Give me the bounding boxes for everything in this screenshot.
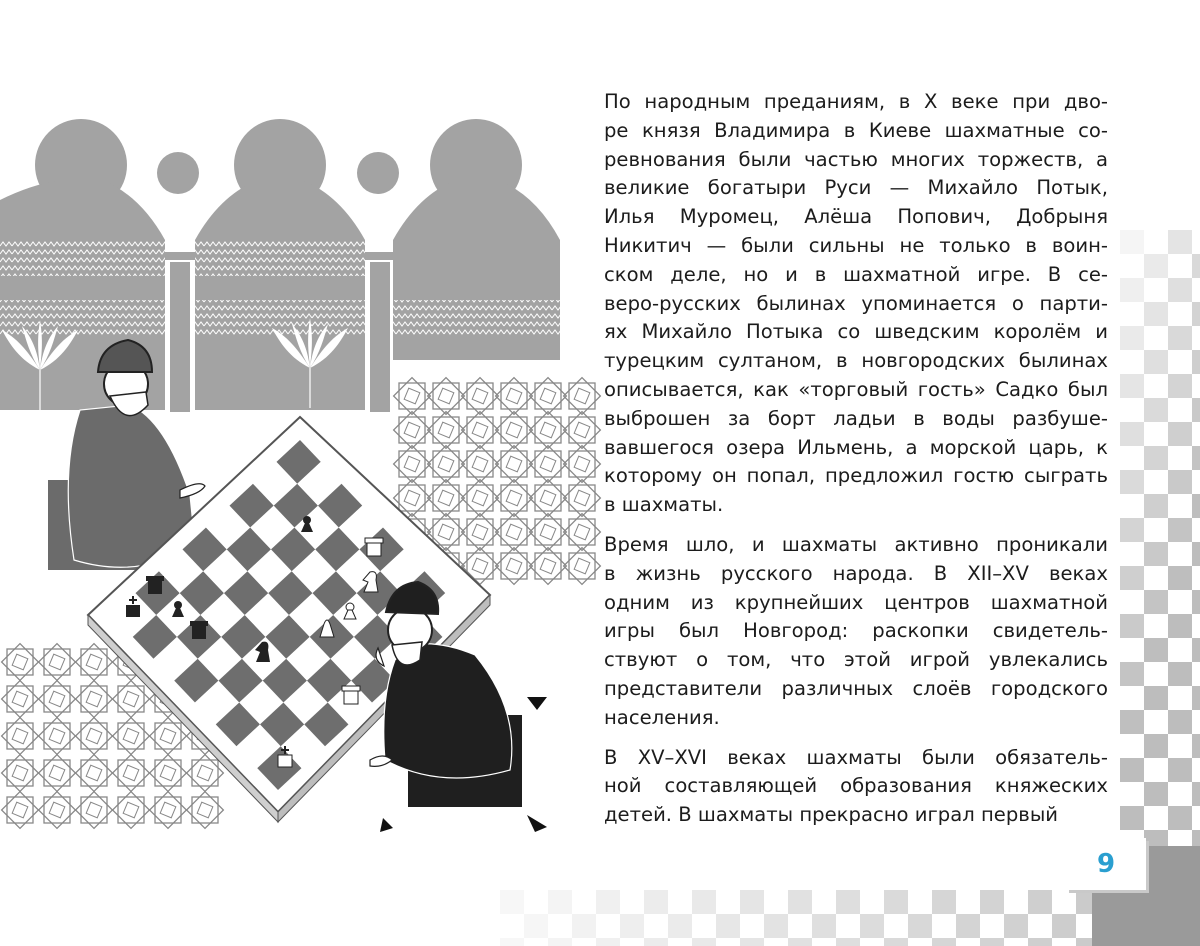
checker-fade-right: [1120, 230, 1200, 854]
paragraph: [604, 744, 1108, 830]
body-text: [604, 88, 1108, 841]
page-number-label: 9: [1096, 849, 1116, 879]
arch-silhouette-icon: [0, 119, 560, 412]
text-line: Илья Муромец, Алёша Попович, Добрыня: [604, 205, 1108, 229]
text-line: которому он попал, предложил гостю сыграть: [604, 464, 1108, 488]
text-line: населения.: [604, 705, 720, 729]
text-line: В XV–XVI веках шахматы были обязатель-: [604, 745, 1108, 769]
text-line: ной составляющей образования княжеских: [604, 774, 1108, 798]
text-line: вавшегося озера Ильмень, а морской царь, к: [604, 435, 1108, 459]
checker-fade-bottom: [500, 890, 1100, 946]
text-line: Время шло, и шахматы активно проникали: [604, 532, 1108, 556]
text-line: одним из крупнейших центров шахматной: [604, 590, 1108, 614]
text-line: в жизнь русского народа. В XII–XV веках: [604, 561, 1108, 585]
text-line: выброшен за борт ладьи в воды разбуше-: [604, 406, 1108, 430]
text-line: детей. В шахматы прекрасно играл первый: [604, 803, 1059, 827]
text-line: великие богатыри Руси — Михайло Потык,: [604, 176, 1108, 200]
text-line: ревнования были частью многих торжеств, а: [604, 147, 1108, 171]
text-line: ях Михайло Потыка со шведским королём и: [604, 320, 1108, 344]
text-line: По народным преданиям, в X веке при дво-: [604, 90, 1108, 113]
text-line: ском деле, но и в шахматной игре. В се-: [604, 262, 1108, 286]
text-line: веро-русских былинах упоминается о парти-: [604, 291, 1108, 315]
page-number: [1066, 838, 1146, 890]
text-line: в шахматы.: [604, 493, 724, 517]
text-line: ствуют о том, что этой игрой увлекались: [604, 648, 1108, 672]
text-line: турецким султаном, в новгородских былинах: [604, 349, 1108, 373]
paragraph: [604, 88, 1108, 520]
text-line: Никитич — были сильны не только в воин-: [604, 233, 1108, 257]
text-line: представители различных слоёв городского: [604, 676, 1108, 700]
text-line: ре князя Владимира в Киеве шахматные со-: [604, 118, 1108, 142]
text-line: игры был Новгород: раскопки свидетель-: [604, 619, 1108, 643]
text-line: описывается, как «торговый гость» Садко был: [604, 377, 1108, 401]
paragraph: [604, 531, 1108, 733]
